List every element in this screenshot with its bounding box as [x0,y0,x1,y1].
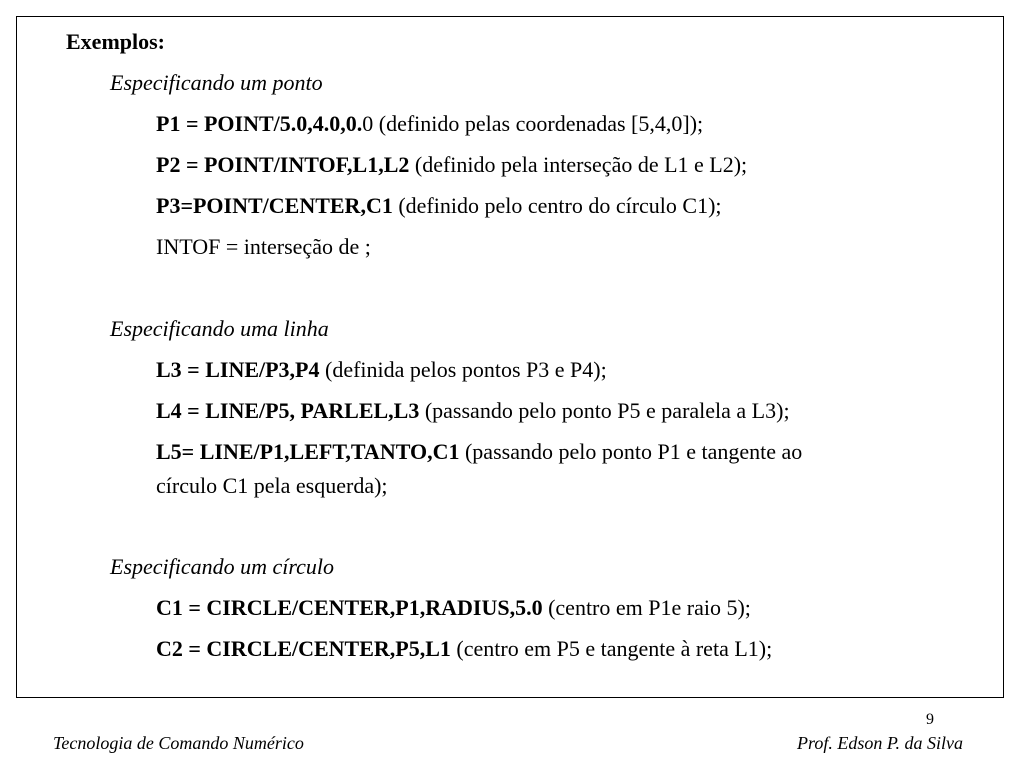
desc-l4: (passando pelo ponto P5 e paralela a L3); [419,398,790,423]
section-title-linha: Especificando uma linha [110,316,329,341]
item-c1 [156,595,751,621]
section-title-ponto: Especificando um ponto [110,70,323,95]
page-number: 9 [926,711,934,728]
item-c2 [156,636,772,662]
code-l5: L5= LINE/P1,LEFT,TANTO,C1 [156,439,460,464]
item-l5 [156,439,802,465]
code-c2: C2 = CIRCLE/CENTER,P5,L1 [156,636,451,661]
item-l4 [156,398,790,424]
desc-p3: (definido pelo centro do círculo C1); [392,193,722,218]
code-c1: C1 = CIRCLE/CENTER,P1,RADIUS,5.0 [156,595,543,620]
item-intof-note [156,234,371,260]
section-title-circulo: Especificando um círculo [110,554,335,579]
desc-c1: (centro em P1e raio 5); [542,595,751,620]
code-p2: P2 = POINT/INTOF,L1,L2 [156,152,410,177]
footer-right: Prof. Edson P. da Silva [797,733,963,753]
desc-p2: (definido pela interseção de L1 e L2); [409,152,748,177]
item-p2 [156,152,747,178]
slide-heading: Exemplos: [66,29,165,54]
code-l4: L4 = LINE/P5, PARLEL,L3 [156,398,420,423]
desc-p1: 0 (definido pelas coordenadas [5,4,0]); [362,111,704,136]
desc-l3: (definida pelos pontos P3 e P4); [319,357,607,382]
item-l3 [156,357,607,383]
item-p3 [156,193,722,219]
desc-l5: (passando pelo ponto P1 e tangente ao [459,439,803,464]
desc-c2: (centro em P5 e tangente à reta L1); [450,636,773,661]
footer-left: Tecnologia de Comando Numérico [53,733,304,753]
code-l3: L3 = LINE/P3,P4 [156,357,320,382]
item-p1 [156,111,703,137]
code-p3: P3=POINT/CENTER,C1 [156,193,393,218]
intof-note: INTOF = interseção de ; [156,234,371,259]
item-l5-continued: círculo C1 pela esquerda); [156,473,388,498]
code-p1: P1 = POINT/5.0,4.0,0. [156,111,363,136]
